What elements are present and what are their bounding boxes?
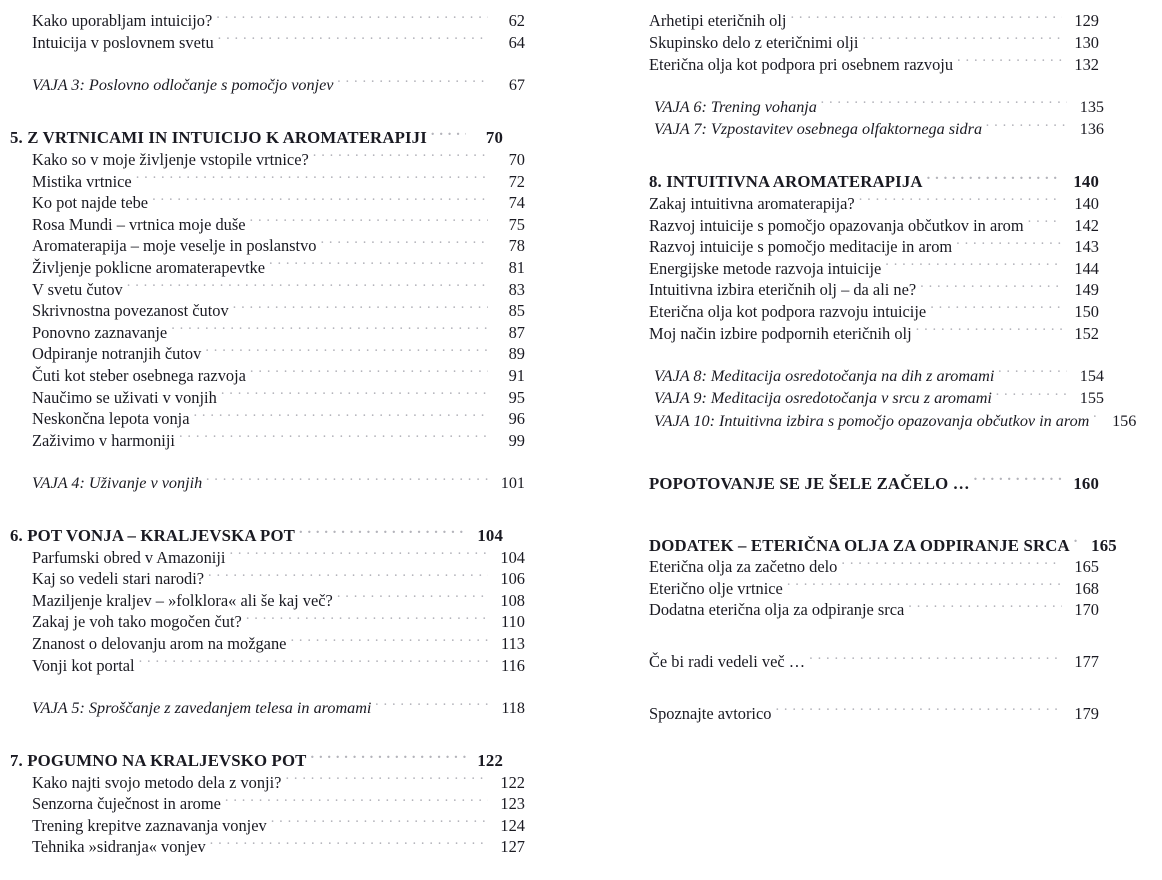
toc-entry-label: Zakaj je voh tako mogočen čut? — [32, 612, 242, 632]
toc-page-number: 85 — [508, 301, 525, 321]
toc-sub-entry[interactable] — [32, 386, 525, 408]
toc-dot-leader — [208, 568, 488, 584]
toc-sub-entry[interactable] — [649, 10, 1099, 32]
toc-entry-label: 6. POT VONJA – KRALJEVSKA POT — [10, 526, 295, 546]
toc-dot-leader — [221, 386, 488, 402]
toc-sub-entry[interactable] — [649, 257, 1099, 279]
toc-sub-entry[interactable] — [32, 149, 525, 171]
toc-sub-entry[interactable] — [32, 321, 525, 343]
toc-page-number: 83 — [508, 279, 525, 299]
toc-page-number: 67 — [508, 76, 525, 95]
toc-page-number: 168 — [1074, 578, 1099, 598]
toc-spacer — [632, 621, 1082, 651]
toc-entry-label: Senzorna čuječnost in arome — [32, 794, 221, 814]
toc-spacer — [632, 494, 1082, 534]
toc-chapter-entry[interactable] — [649, 534, 1117, 556]
toc-page-number: 170 — [1074, 600, 1099, 620]
toc-page-number: 104 — [477, 526, 503, 546]
toc-dot-leader — [885, 257, 1062, 273]
toc-entry-label: Moj način izbire podpornih eteričnih olj — [649, 323, 912, 343]
toc-entry-label: POPOTOVANJE SE JE ŠELE ZAČELO … — [649, 473, 970, 493]
toc-spacer — [10, 494, 503, 524]
toc-entry-label: VAJA 4: Uživanje v vonjih — [32, 474, 203, 493]
toc-dot-leader — [1028, 214, 1062, 230]
toc-page-number: 118 — [501, 699, 525, 718]
toc-page-number: 78 — [508, 236, 525, 256]
toc-dot-leader — [927, 171, 1062, 188]
toc-entry-label: VAJA 6: Trening vohanja — [654, 97, 817, 116]
toc-sub-entry[interactable] — [32, 408, 525, 430]
toc-sub-entry[interactable] — [32, 257, 525, 279]
toc-dot-leader — [998, 365, 1067, 381]
toc-page-number: 122 — [500, 772, 525, 792]
toc-chapter-entry[interactable] — [649, 171, 1099, 193]
toc-entry-label: Neskončna lepota vonja — [32, 409, 190, 429]
toc-dot-leader — [271, 814, 488, 830]
toc-entry-label: Vonji kot portal — [32, 655, 135, 675]
toc-page-number: 135 — [1079, 97, 1104, 116]
toc-page-number: 110 — [501, 612, 525, 632]
toc-dot-leader — [337, 589, 488, 605]
toc-exercise-entry[interactable] — [32, 472, 525, 494]
toc-page-number: 142 — [1074, 215, 1099, 235]
toc-exercise-entry[interactable] — [654, 96, 1104, 118]
toc-sub-entry[interactable] — [32, 235, 525, 257]
toc-entry-label: Mistika vrtnice — [32, 171, 132, 191]
toc-dot-leader — [986, 118, 1067, 134]
toc-page-number: 124 — [500, 815, 525, 835]
toc-exercise-entry[interactable] — [654, 118, 1104, 140]
toc-page-number: 136 — [1079, 120, 1104, 139]
toc-page-number: 123 — [500, 794, 525, 814]
toc-chapter-entry[interactable] — [10, 524, 503, 546]
toc-entry-label: 7. POGUMNO NA KRALJEVSKO POT — [10, 751, 307, 771]
toc-entry-label: Kako najti svojo metodo dela z vonji? — [32, 772, 282, 792]
toc-entry-group — [10, 472, 525, 494]
toc-page-number: 160 — [1073, 473, 1099, 493]
toc-page-number: 177 — [1074, 652, 1099, 672]
toc-entry-label: VAJA 3: Poslovno odločanje s pomočjo vonjev — [32, 76, 334, 95]
toc-entry-label: Intuitivna izbira eteričnih olj – da ali ne? — [649, 280, 917, 300]
toc-chapter-entry[interactable] — [10, 127, 503, 149]
toc-entry-label: Kaj so vedeli stari narodi? — [32, 569, 205, 589]
toc-dot-leader — [1093, 410, 1099, 426]
toc-entry-label: Skrivnostna povezanost čutov — [32, 301, 229, 321]
toc-dot-leader — [127, 278, 488, 294]
toc-sub-entry[interactable] — [649, 301, 1099, 323]
toc-entry-group — [10, 524, 525, 676]
toc-page-number: 106 — [500, 569, 525, 589]
toc-exercise-entry[interactable] — [654, 387, 1104, 409]
toc-dot-leader — [285, 771, 488, 787]
toc-sub-entry[interactable] — [32, 213, 525, 235]
toc-entry-label: VAJA 7: Vzpostavitev osebnega olfaktornega sidra — [654, 120, 983, 139]
toc-page-number: 150 — [1074, 301, 1099, 321]
toc-page-number: 179 — [1074, 703, 1099, 723]
toc-dot-leader — [974, 472, 1062, 489]
toc-sub-entry[interactable] — [32, 793, 525, 815]
toc-entry-label: Ponovno zaznavanje — [32, 322, 168, 342]
toc-page-number: 95 — [508, 387, 525, 407]
toc-page-number: 101 — [500, 474, 525, 493]
toc-dot-leader — [1074, 534, 1080, 551]
toc-spacer — [632, 432, 1082, 472]
toc-page-number: 143 — [1074, 237, 1099, 257]
toc-spacer — [10, 451, 503, 472]
toc-sub-entry[interactable] — [32, 192, 525, 214]
toc-sub-entry[interactable] — [649, 651, 1099, 673]
toc-dot-leader — [229, 546, 488, 562]
toc-entry-group — [632, 96, 1104, 141]
toc-page-number: 130 — [1074, 32, 1099, 52]
toc-page-number: 122 — [477, 751, 503, 771]
toc-entry-group — [632, 10, 1099, 75]
toc-page-number: 81 — [508, 257, 525, 277]
toc-sub-entry[interactable] — [32, 654, 525, 676]
toc-dot-leader — [210, 836, 488, 852]
toc-sub-entry[interactable] — [649, 236, 1099, 258]
toc-page-number: 156 — [1112, 411, 1137, 430]
toc-column-left — [0, 10, 581, 880]
toc-dot-leader — [139, 654, 488, 670]
toc-spacer — [632, 344, 1082, 365]
toc-sub-entry[interactable] — [649, 599, 1099, 621]
toc-sub-entry[interactable] — [649, 53, 1099, 75]
toc-page-number: 87 — [508, 322, 525, 342]
toc-page-number: 108 — [500, 590, 525, 610]
toc-entry-label: Kako so v moje življenje vstopile vrtnice? — [32, 149, 309, 169]
toc-entry-label: Energijske metode razvoja intuicije — [649, 258, 882, 278]
toc-entry-label: Odpiranje notranjih čutov — [32, 344, 202, 364]
toc-sub-entry[interactable] — [32, 633, 525, 655]
toc-entry-label: Znanost o delovanju arom na možgane — [32, 634, 287, 654]
toc-dot-leader — [775, 702, 1062, 718]
toc-dot-leader — [809, 651, 1062, 667]
toc-entry-label: Zakaj intuitivna aromaterapija? — [649, 193, 855, 213]
toc-chapter-entry[interactable] — [10, 749, 503, 771]
toc-page-number: 72 — [508, 171, 525, 191]
toc-sub-entry[interactable] — [32, 300, 525, 322]
toc-page-number: 144 — [1074, 258, 1099, 278]
toc-dot-leader — [216, 10, 488, 26]
toc-sub-entry[interactable] — [32, 568, 525, 590]
toc-dot-leader — [246, 611, 488, 627]
toc-entry-group — [10, 749, 525, 857]
toc-entry-label: VAJA 9: Meditacija osredotočanja v srcu z aromami — [654, 389, 992, 408]
toc-dot-leader — [996, 387, 1067, 403]
toc-page-number: 154 — [1079, 366, 1104, 385]
toc-page-number: 62 — [508, 11, 525, 31]
toc-dot-leader — [299, 524, 466, 541]
toc-sub-entry[interactable] — [32, 546, 525, 568]
toc-exercise-entry[interactable] — [654, 410, 1137, 432]
toc-entry-group — [632, 702, 1099, 724]
toc-page-number: 113 — [501, 634, 525, 654]
toc-entry-label: Eterična olja kot podpora razvoju intuicije — [649, 301, 927, 321]
toc-entry-group — [632, 365, 1137, 432]
toc-chapter-entry[interactable] — [649, 472, 1099, 494]
toc-sub-entry[interactable] — [32, 32, 525, 54]
toc-dot-leader — [859, 193, 1062, 209]
toc-page-number: 155 — [1079, 389, 1104, 408]
toc-sub-entry[interactable] — [32, 10, 525, 32]
toc-entry-group — [632, 472, 1099, 494]
toc-entry-label: Naučimo se uživati v vonjih — [32, 387, 217, 407]
toc-entry-label: VAJA 8: Meditacija osredotočanja na dih z aromami — [654, 366, 995, 385]
toc-dot-leader — [916, 322, 1062, 338]
toc-page-number: 129 — [1074, 11, 1099, 31]
toc-page-number: 132 — [1074, 54, 1099, 74]
toc-entry-label: Življenje poklicne aromaterapevtke — [32, 257, 266, 277]
toc-dot-leader — [218, 32, 488, 48]
toc-sub-entry[interactable] — [32, 836, 525, 858]
toc-entry-label: DODATEK – ETERIČNA OLJA ZA ODPIRANJE SRCA — [649, 535, 1070, 555]
toc-dot-leader — [233, 300, 488, 316]
toc-exercise-entry[interactable] — [654, 365, 1104, 387]
toc-dot-leader — [193, 408, 488, 424]
toc-sub-entry[interactable] — [649, 279, 1099, 301]
toc-page-number: 89 — [508, 344, 525, 364]
toc-dot-leader — [841, 556, 1062, 572]
toc-entry-label: Tehnika »sidranja« vonjev — [32, 837, 206, 857]
toc-sub-entry[interactable] — [649, 556, 1099, 578]
toc-dot-leader — [337, 74, 488, 90]
toc-dot-leader — [250, 213, 488, 229]
toc-page-number: 64 — [508, 32, 525, 52]
toc-dot-leader — [179, 429, 488, 445]
toc-dot-leader — [250, 365, 488, 381]
toc-spacer — [10, 719, 503, 749]
toc-dot-leader — [908, 599, 1062, 615]
toc-exercise-entry[interactable] — [32, 74, 525, 96]
toc-dot-leader — [375, 697, 488, 713]
toc-page-number: 74 — [508, 193, 525, 213]
toc-sub-entry[interactable] — [649, 702, 1099, 724]
toc-page-number: 91 — [508, 365, 525, 385]
toc-dot-leader — [290, 633, 488, 649]
toc-entry-label: Arhetipi eteričnih olj — [649, 11, 787, 31]
toc-page-number: 165 — [1074, 557, 1099, 577]
toc-entry-label: Če bi radi vedeli več … — [649, 652, 806, 672]
toc-sub-entry[interactable] — [32, 771, 525, 793]
toc-page-number: 149 — [1074, 280, 1099, 300]
toc-sub-entry[interactable] — [649, 577, 1099, 599]
toc-entry-label: VAJA 10: Intuitivna izbira s pomočjo opazovanja občutkov in arom — [654, 411, 1090, 430]
toc-spacer — [632, 75, 1082, 96]
toc-page-number: 99 — [508, 430, 525, 450]
toc-dot-leader — [821, 96, 1067, 112]
toc-page-number: 140 — [1074, 193, 1099, 213]
toc-entry-group — [632, 651, 1099, 673]
toc-page-number: 116 — [501, 655, 525, 675]
toc-entry-group — [632, 534, 1117, 621]
toc-entry-label: Eterična olja za začetno delo — [649, 557, 838, 577]
toc-entry-group — [10, 74, 525, 96]
toc-entry-label: Trening krepitve zaznavanja vonjev — [32, 815, 267, 835]
toc-dot-leader — [320, 235, 488, 251]
toc-dot-leader — [225, 793, 488, 809]
toc-entry-label: VAJA 5: Sproščanje z zavedanjem telesa in aromami — [32, 699, 372, 718]
toc-entry-group — [632, 171, 1099, 344]
toc-entry-label: Maziljenje kraljev – »folklora« ali še kaj več? — [32, 590, 333, 610]
toc-dot-leader — [957, 53, 1062, 69]
toc-dot-leader — [956, 236, 1062, 252]
toc-dot-leader — [269, 257, 488, 273]
toc-page-number: 70 — [485, 128, 503, 148]
toc-entry-label: Rosa Mundi – vrtnica moje duše — [32, 214, 246, 234]
toc-page-number: 70 — [508, 149, 525, 169]
toc-entry-label: Spoznajte avtorico — [649, 703, 772, 723]
toc-page-number: 152 — [1074, 323, 1099, 343]
toc-entry-label: Razvoj intuicije s pomočjo meditacije in arom — [649, 237, 953, 257]
toc-entry-label: Zaživimo v harmoniji — [32, 430, 175, 450]
toc-sub-entry[interactable] — [32, 429, 525, 451]
toc-spacer — [10, 676, 503, 697]
toc-dot-leader — [790, 10, 1062, 26]
toc-entry-label: Skupinsko delo z eteričnimi olji — [649, 32, 859, 52]
toc-sub-entry[interactable] — [32, 611, 525, 633]
toc-page-number: 127 — [500, 837, 525, 857]
toc-sub-entry[interactable] — [649, 214, 1099, 236]
toc-dot-leader — [206, 472, 488, 488]
toc-entry-label: 5. Z VRTNICAMI IN INTUICIJO K AROMATERAPIJI — [10, 128, 427, 148]
toc-page-number: 96 — [508, 409, 525, 429]
toc-dot-leader — [152, 192, 488, 208]
toc-dot-leader — [313, 149, 488, 165]
toc-dot-leader — [930, 301, 1062, 317]
toc-sub-entry[interactable] — [649, 32, 1099, 54]
toc-entry-label: V svetu čutov — [32, 279, 123, 299]
toc-sub-entry[interactable] — [32, 589, 525, 611]
toc-dot-leader — [311, 749, 467, 766]
toc-entry-label: Čuti kot steber osebnega razvoja — [32, 365, 246, 385]
toc-spacer — [10, 53, 503, 74]
toc-entry-group — [10, 697, 525, 719]
toc-page-number: 75 — [508, 214, 525, 234]
toc-dot-leader — [431, 127, 466, 144]
toc-entry-label: Kako uporabljam intuicijo? — [32, 11, 213, 31]
toc-page-number: 165 — [1091, 535, 1117, 555]
toc-sub-entry[interactable] — [649, 322, 1099, 344]
toc-entry-label: 8. INTUITIVNA AROMATERAPIJA — [649, 172, 923, 192]
toc-spacer — [632, 141, 1082, 171]
toc-entry-label: Eterično olje vrtnice — [649, 578, 783, 598]
toc-dot-leader — [787, 577, 1062, 593]
toc-sub-entry[interactable] — [649, 193, 1099, 215]
toc-page-number: 140 — [1073, 172, 1099, 192]
toc-sub-entry[interactable] — [32, 170, 525, 192]
toc-entry-label: Dodatna eterična olja za odpiranje srca — [649, 600, 905, 620]
toc-sub-entry[interactable] — [32, 365, 525, 387]
toc-entry-label: Parfumski obred v Amazoniji — [32, 547, 226, 567]
toc-dot-leader — [205, 343, 488, 359]
toc-exercise-entry[interactable] — [32, 697, 525, 719]
toc-dot-leader — [136, 170, 488, 186]
toc-dot-leader — [920, 279, 1062, 295]
toc-entry-label: Eterična olja kot podpora pri osebnem razvoju — [649, 54, 954, 74]
toc-spacer — [10, 97, 503, 127]
toc-dot-leader — [171, 321, 488, 337]
toc-sub-entry[interactable] — [32, 814, 525, 836]
toc-sub-entry[interactable] — [32, 343, 525, 365]
toc-entry-label: Intuicija v poslovnem svetu — [32, 32, 214, 52]
toc-dot-leader — [862, 32, 1062, 48]
toc-entry-group — [10, 10, 525, 53]
toc-entry-label: Ko pot najde tebe — [32, 193, 149, 213]
toc-entry-label: Aromaterapija – moje veselje in poslanstvo — [32, 236, 317, 256]
toc-entry-group — [10, 127, 525, 451]
toc-column-right — [581, 10, 1162, 880]
toc-spacer — [632, 672, 1082, 702]
toc-sub-entry[interactable] — [32, 278, 525, 300]
toc-page-number: 104 — [500, 547, 525, 567]
toc-entry-label: Razvoj intuicije s pomočjo opazovanja občutkov in arom — [649, 215, 1024, 235]
